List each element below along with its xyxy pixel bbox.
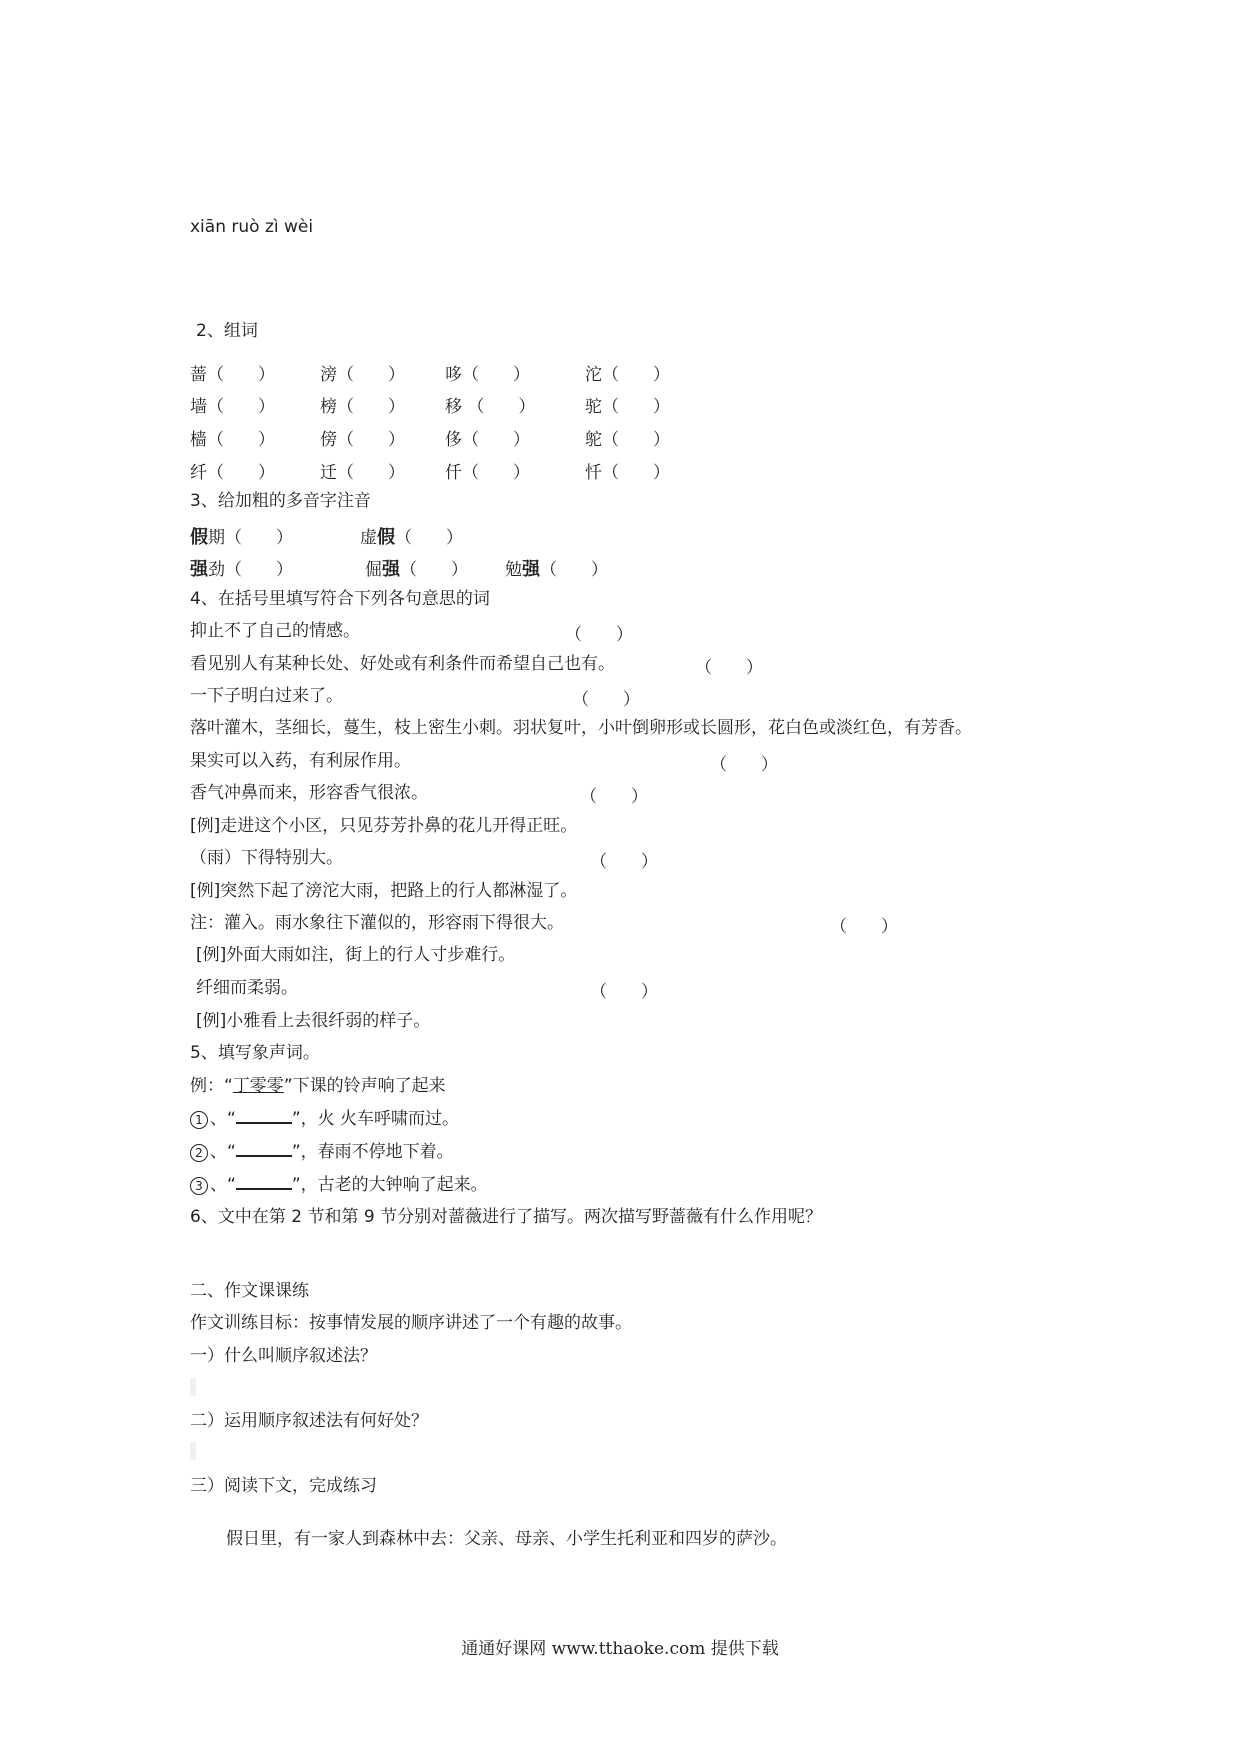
fill-blank[interactable]	[236, 1174, 292, 1190]
faint-mark	[190, 1378, 196, 1396]
bold-char: 假	[377, 527, 395, 548]
q5-item-pre: 、“	[210, 1142, 236, 1162]
answer-bracket: （ ）	[565, 625, 633, 645]
answer-bracket: （ ）	[710, 755, 778, 775]
q4-title: 4、在括号里填写符合下列各句意思的词	[190, 589, 490, 609]
faint-mark	[190, 1442, 196, 1460]
q4-line: [例]外面大雨如注，街上的行人寸步难行。	[196, 945, 516, 965]
q3-item-pre: 虚	[360, 528, 377, 548]
q4-line: [例]走进这个小区，只见芬芳扑鼻的花儿开得正旺。	[190, 816, 578, 836]
q2-cell: 鸵（ ）	[585, 430, 670, 450]
q5-title: 5、填写象声词。	[190, 1043, 320, 1063]
q3-item-rest: （ ）	[540, 560, 608, 580]
q2-cell: 纤（ ）	[190, 463, 275, 483]
q5-example-prefix: 例：“	[190, 1076, 233, 1096]
q3-item	[505, 555, 608, 581]
part2-section-3: 三）阅读下文，完成练习	[190, 1476, 377, 1496]
q5-item-pre: 、“	[210, 1109, 236, 1129]
pinyin-line: xiān ruò zì wèi	[190, 217, 314, 237]
answer-bracket: （ ）	[590, 982, 658, 1002]
q5-item-post: ”，古老的大钟响了起来。	[291, 1175, 488, 1195]
q5-item	[190, 1108, 459, 1130]
part2-section-1: 一）什么叫顺序叙述法？	[190, 1346, 377, 1366]
q2-cell: 驼（ ）	[585, 397, 670, 417]
answer-bracket: （ ）	[590, 852, 658, 872]
q4-line: 纤细而柔弱。	[196, 978, 298, 998]
q2-cell: 仟（ ）	[445, 463, 530, 483]
q4-line: 看见别人有某种长处、好处或有利条件而希望自己也有。	[190, 654, 615, 674]
q4-line: 抑止不了自己的情感。	[190, 621, 360, 641]
circled-number: 3	[190, 1177, 208, 1195]
q2-cell: 榜（ ）	[320, 397, 405, 417]
q4-line: （雨）下得特别大。	[190, 848, 343, 868]
q2-cell: 迁（ ）	[320, 463, 405, 483]
part2-section-2: 二）运用顺序叙述法有何好处？	[190, 1411, 428, 1431]
q3-item-rest: 期（ ）	[208, 528, 293, 548]
q5-example-suffix: ”下课的铃声响了起来	[283, 1076, 446, 1096]
answer-bracket: （ ）	[830, 917, 898, 937]
q2-cell: 傍（ ）	[320, 430, 405, 450]
q2-title: 2、组词	[196, 321, 258, 341]
q4-line: [例]小雅看上去很纤弱的样子。	[196, 1011, 431, 1031]
part2-title: 二、作文课课练	[190, 1281, 309, 1301]
q3-item	[360, 523, 463, 549]
q4-line: 果实可以入药，有利尿作用。	[190, 751, 411, 771]
q3-item-rest: 劲（ ）	[208, 560, 293, 580]
q2-cell: 樯（ ）	[190, 430, 275, 450]
part2-goal: 作文训练目标：按事情发展的顺序讲述了一个有趣的故事。	[190, 1313, 632, 1333]
q2-cell: 哆（ ）	[445, 365, 530, 385]
footer: 通通好课网 www.tthaoke.com 提供下载	[461, 1639, 779, 1659]
answer-bracket: （ ）	[695, 658, 763, 678]
circled-number: 2	[190, 1144, 208, 1162]
bold-char: 强	[522, 559, 540, 580]
q2-cell: 移 （ ）	[445, 397, 536, 417]
q5-item-pre: 、“	[210, 1175, 236, 1195]
q5-item	[190, 1141, 454, 1163]
q4-line: 落叶灌木，茎细长，蔓生，枝上密生小刺。羽状复叶，小叶倒卵形或长圆形，花白色或淡红色，有芳香。	[190, 718, 972, 738]
bold-char: 假	[190, 527, 208, 548]
q2-cell: 忏（ ）	[585, 463, 670, 483]
q5-item-post: ”，火 火车呼啸而过。	[291, 1109, 460, 1129]
q2-cell: 滂（ ）	[320, 365, 405, 385]
q5-item	[190, 1174, 488, 1196]
q5-example	[190, 1075, 446, 1097]
q4-line: 一下子明白过来了。	[190, 686, 343, 706]
answer-bracket: （ ）	[572, 690, 640, 710]
q5-item-post: ”，春雨不停地下着。	[291, 1142, 454, 1162]
q3-title: 3、给加粗的多音字注音	[190, 491, 371, 511]
q4-line: [例]突然下起了滂沱大雨，把路上的行人都淋湿了。	[190, 881, 578, 901]
q5-example-word: 丁零零	[232, 1076, 284, 1096]
bold-char: 强	[190, 559, 208, 580]
bold-char: 强	[382, 559, 400, 580]
passage-text: 假日里，有一家人到森林中去：父亲、母亲、小学生托利亚和四岁的萨沙。	[226, 1529, 787, 1549]
q2-cell: 侈（ ）	[445, 430, 530, 450]
q4-line: 香气冲鼻而来，形容香气很浓。	[190, 783, 428, 803]
fill-blank[interactable]	[236, 1141, 292, 1157]
q2-cell: 沱（ ）	[585, 365, 670, 385]
q2-cell: 墙（ ）	[190, 397, 275, 417]
q3-item	[190, 523, 293, 549]
q3-item-pre: 勉	[505, 560, 522, 580]
q4-line: 注：灌入。雨水象往下灌似的，形容雨下得很大。	[190, 913, 564, 933]
fill-blank[interactable]	[236, 1108, 292, 1124]
q6-text: 6、文中在第 2 节和第 9 节分别对蔷薇进行了描写。两次描写野蔷薇有什么作用呢？	[190, 1207, 823, 1227]
q3-item-rest: （ ）	[400, 560, 468, 580]
circled-number: 1	[190, 1111, 208, 1129]
q3-item-pre: 倔	[365, 560, 382, 580]
answer-bracket: （ ）	[580, 787, 648, 807]
q3-item	[365, 555, 468, 581]
q3-item	[190, 555, 293, 581]
q2-cell: 蔷（ ）	[190, 365, 275, 385]
q3-item-rest: （ ）	[395, 528, 463, 548]
